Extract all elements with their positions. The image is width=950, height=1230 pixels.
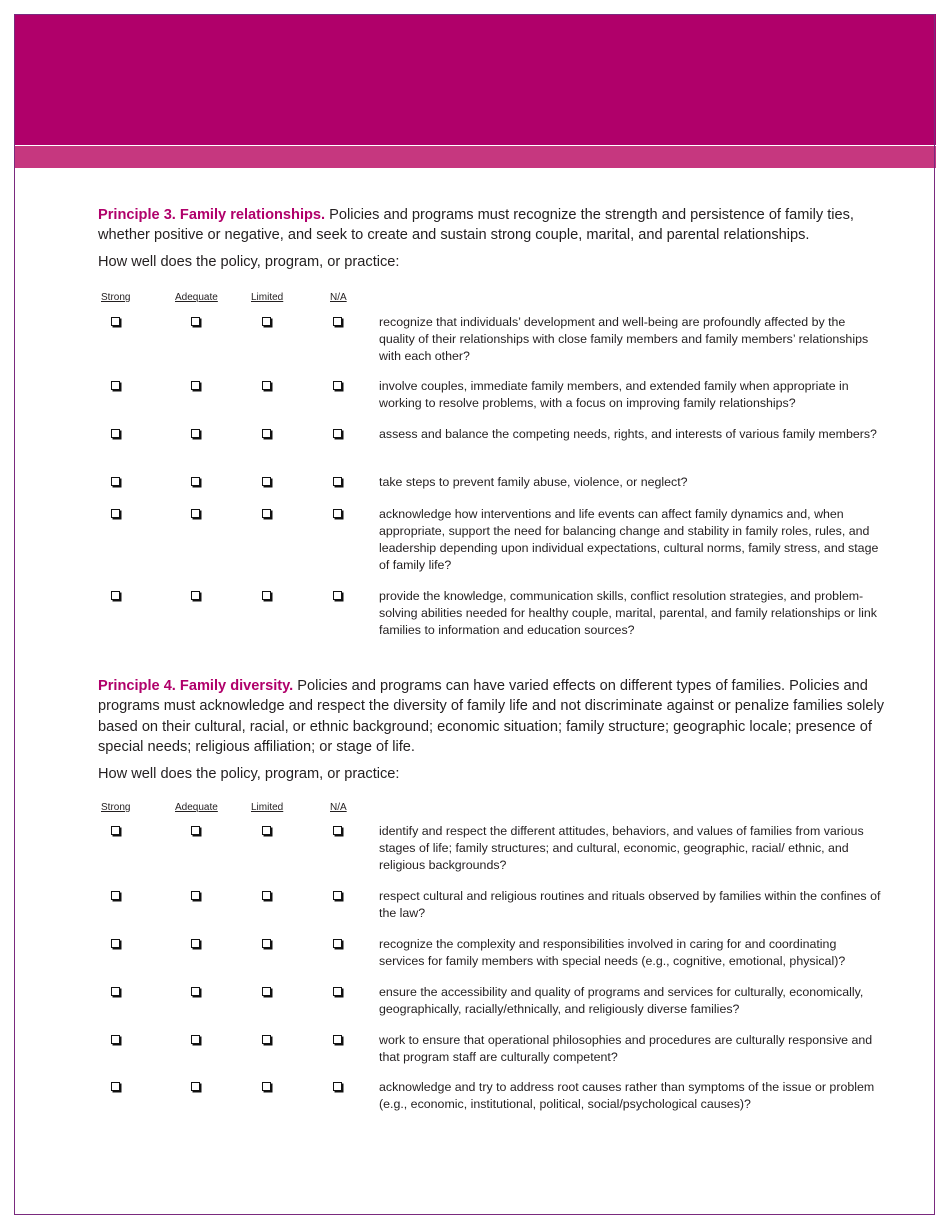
checklist-item-text: acknowledge how interventions and life events can affect family dynamics and, when appropriate, support the need for balancing change and stability in family roles, rules, and leadership depending upon individual expectations, cultural norms, family stress, and stage of family life? <box>379 507 879 572</box>
principle-4-checklist <box>98 800 888 1120</box>
na-checkbox[interactable] <box>333 591 342 600</box>
strong-checkbox[interactable] <box>111 1082 120 1091</box>
principle-4-paragraph <box>98 676 888 758</box>
checklist-item-text: recognize that individuals’ development and well-being are profoundly affected by the quality of their relationships with close family members and family members’ relationships with each other? <box>379 315 869 363</box>
column-header-limited: Limited <box>251 802 284 813</box>
limited-checkbox[interactable] <box>262 477 271 486</box>
limited-checkbox[interactable] <box>262 1035 271 1044</box>
na-checkbox[interactable] <box>333 891 342 900</box>
na-checkbox[interactable] <box>333 381 342 390</box>
strong-checkbox[interactable] <box>111 429 120 438</box>
strong-checkbox[interactable] <box>111 381 120 390</box>
adequate-checkbox[interactable] <box>191 509 200 518</box>
checklist-item-text: assess and balance the competing needs, rights, and interests of various family members? <box>379 427 877 441</box>
checklist-item-text: take steps to prevent family abuse, violence, or neglect? <box>379 475 688 489</box>
column-header-strong: Strong <box>101 292 131 303</box>
principle-3-paragraph <box>98 205 888 246</box>
limited-checkbox[interactable] <box>262 987 271 996</box>
adequate-checkbox[interactable] <box>191 939 200 948</box>
principle-4-section <box>98 676 888 784</box>
na-checkbox[interactable] <box>333 939 342 948</box>
adequate-checkbox[interactable] <box>191 429 200 438</box>
adequate-checkbox[interactable] <box>191 477 200 486</box>
adequate-checkbox[interactable] <box>191 1082 200 1091</box>
strong-checkbox[interactable] <box>111 477 120 486</box>
principle-3-checklist <box>98 290 888 650</box>
checklist-item-text: acknowledge and try to address root causes rather than symptoms of the issue or problem (e.g., economic, institutional, political, social/psychological causes)? <box>379 1080 875 1111</box>
adequate-checkbox[interactable] <box>191 987 200 996</box>
limited-checkbox[interactable] <box>262 591 271 600</box>
limited-checkbox[interactable] <box>262 1082 271 1091</box>
na-checkbox[interactable] <box>333 826 342 835</box>
adequate-checkbox[interactable] <box>191 826 200 835</box>
checklist-item-text: respect cultural and religious routines and rituals observed by families within the confines of the law? <box>379 889 881 920</box>
checklist-item-text: ensure the accessibility and quality of programs and services for culturally, economically, geographically, racially/ethnically, and religiously diverse families? <box>379 985 864 1016</box>
adequate-checkbox[interactable] <box>191 591 200 600</box>
checklist-item-text: identify and respect the different attitudes, behaviors, and values of families from various stages of life; family structures; and cultural, economic, geographic, racial/ ethnic, and religious backgrounds? <box>379 824 864 872</box>
na-checkbox[interactable] <box>333 429 342 438</box>
strong-checkbox[interactable] <box>111 1035 120 1044</box>
limited-checkbox[interactable] <box>262 509 271 518</box>
na-checkbox[interactable] <box>333 987 342 996</box>
principle-3-heading: Principle 3. Family relationships. <box>98 207 326 223</box>
strong-checkbox[interactable] <box>111 891 120 900</box>
strong-checkbox[interactable] <box>111 826 120 835</box>
column-header-na: N/A <box>330 802 347 813</box>
limited-checkbox[interactable] <box>262 317 271 326</box>
limited-checkbox[interactable] <box>262 826 271 835</box>
checklist-item-text: work to ensure that operational philosophies and procedures are culturally responsive and that program staff are culturally competent? <box>379 1033 873 1064</box>
principle-4-heading: Principle 4. Family diversity. <box>98 678 294 694</box>
limited-checkbox[interactable] <box>262 939 271 948</box>
checklist-item-text: provide the knowledge, communication skills, conflict resolution strategies, and problem-solving abilities needed for healthy couple, marital, parental, and family relationships or link families to information and education sources? <box>379 589 877 637</box>
limited-checkbox[interactable] <box>262 381 271 390</box>
strong-checkbox[interactable] <box>111 591 120 600</box>
column-header-limited: Limited <box>251 292 284 303</box>
strong-checkbox[interactable] <box>111 987 120 996</box>
strong-checkbox[interactable] <box>111 939 120 948</box>
principle-3-question: How well does the policy, program, or practice: <box>98 253 400 270</box>
na-checkbox[interactable] <box>333 317 342 326</box>
column-header-adequate: Adequate <box>175 802 218 813</box>
limited-checkbox[interactable] <box>262 891 271 900</box>
column-header-na: N/A <box>330 292 347 303</box>
column-header-adequate: Adequate <box>175 292 218 303</box>
adequate-checkbox[interactable] <box>191 1035 200 1044</box>
column-header-strong: Strong <box>101 802 131 813</box>
adequate-checkbox[interactable] <box>191 891 200 900</box>
strong-checkbox[interactable] <box>111 317 120 326</box>
na-checkbox[interactable] <box>333 509 342 518</box>
limited-checkbox[interactable] <box>262 429 271 438</box>
principle-4-question: How well does the policy, program, or practice: <box>98 765 400 782</box>
principle-4-body: Policies and programs can have varied effects on different types of families. Policies and programs must acknowledge and respect the diversity of family life and not discriminate against or penalize families solely based on their cultural, racial, or ethnic background; economic situation; family structure; geographic locale; presence of special needs; religious affiliation; or stage of life. <box>98 678 885 756</box>
principle-3-body: Policies and programs must recognize the strength and persistence of family ties, whether positive or negative, and seek to create and sustain strong couple, marital, and parental relationships. <box>98 207 854 244</box>
strong-checkbox[interactable] <box>111 509 120 518</box>
checklist-item-text: involve couples, immediate family members, and extended family when appropriate in working to resolve problems, with a focus on improving family relationships? <box>379 379 849 410</box>
na-checkbox[interactable] <box>333 1082 342 1091</box>
principle-3-section <box>98 205 888 272</box>
adequate-checkbox[interactable] <box>191 381 200 390</box>
adequate-checkbox[interactable] <box>191 317 200 326</box>
na-checkbox[interactable] <box>333 477 342 486</box>
checklist-item-text: recognize the complexity and responsibilities involved in caring for and coordinating services for family members with special needs (e.g., cognitive, emotional, physical)? <box>379 937 846 968</box>
na-checkbox[interactable] <box>333 1035 342 1044</box>
